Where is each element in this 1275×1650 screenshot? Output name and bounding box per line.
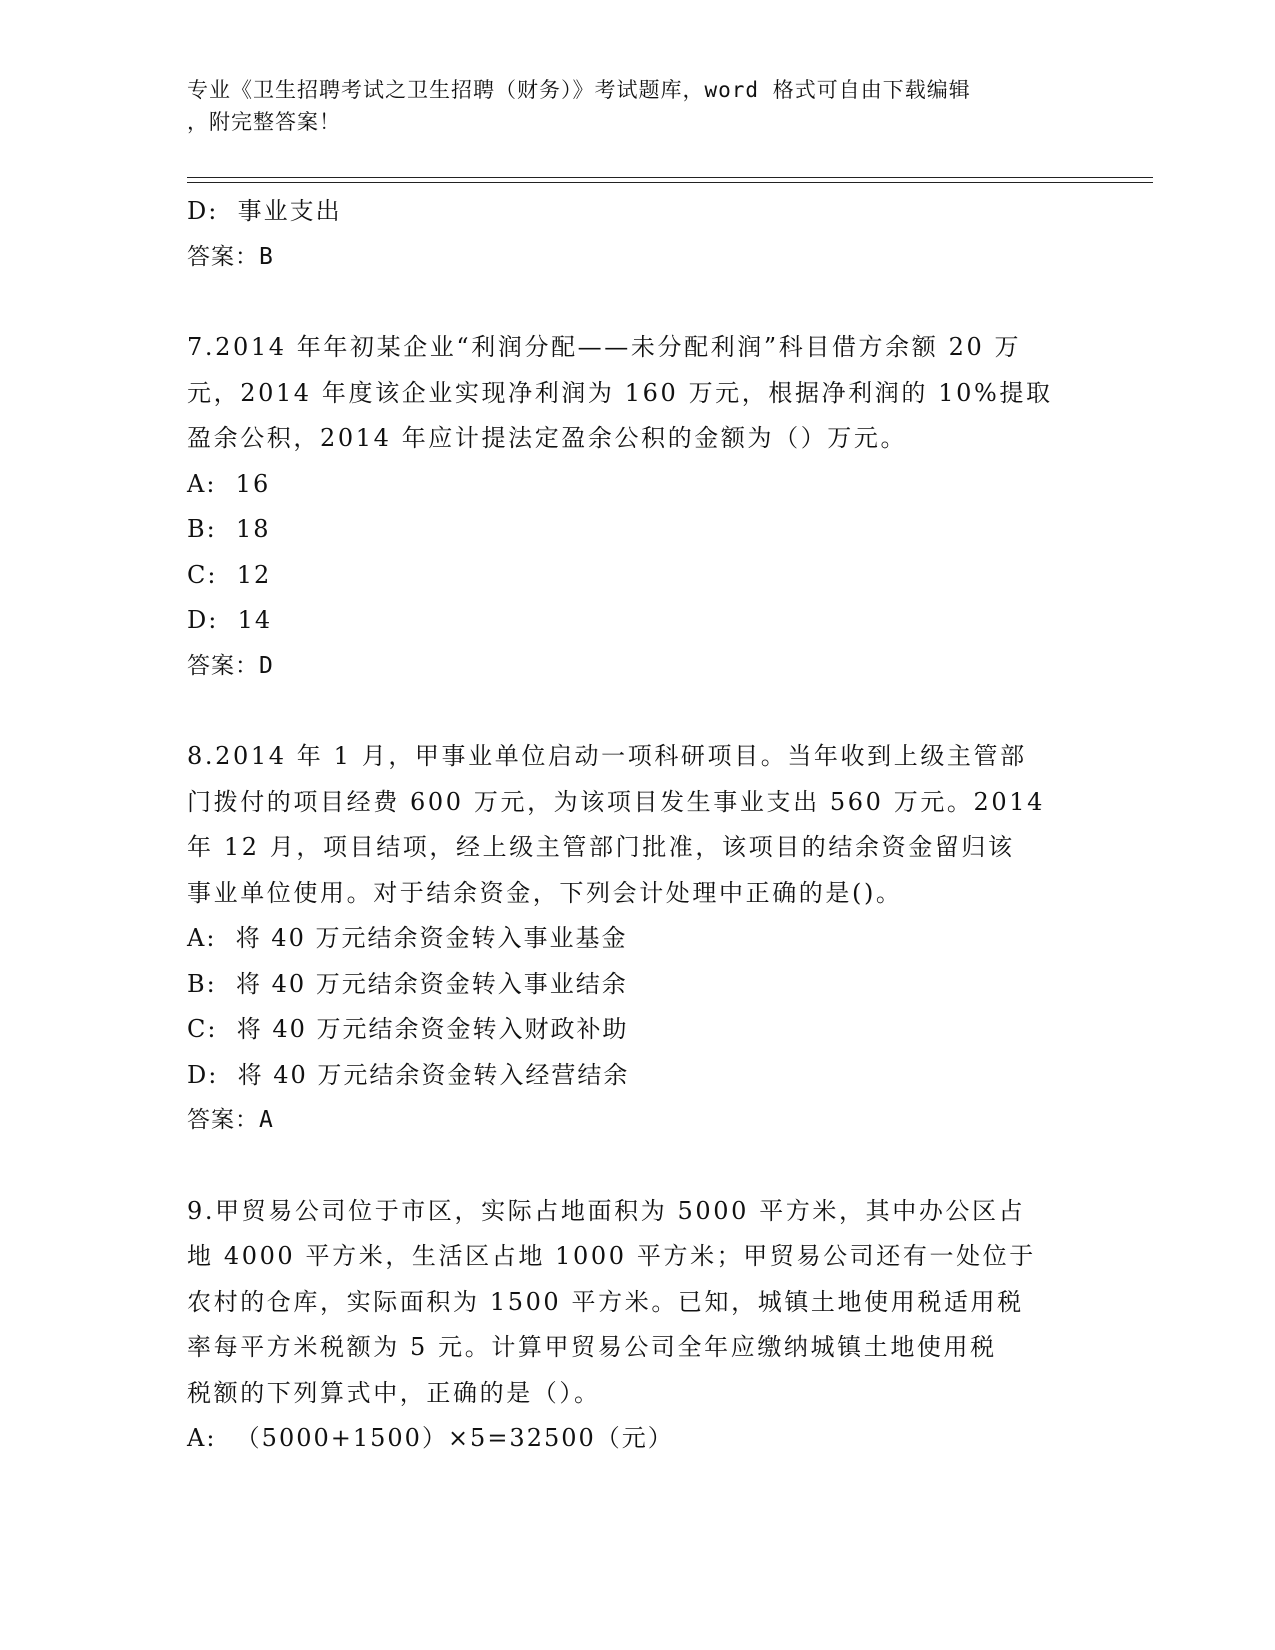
- question-9-stem-line-1: 9.甲贸易公司位于市区，实际占地面积为 5000 平方米，其中办公区占: [187, 1196, 1026, 1225]
- question-8-stem-line-1: 8.2014 年 1 月，甲事业单位启动一项科研项目。当年收到上级主管部: [187, 742, 1027, 770]
- question-7-stem-line-2: 元，2014 年度该企业实现净利润为 160 万元，根据净利润的 10%提取: [187, 378, 1053, 407]
- question-7-option-d: D: 14: [187, 606, 273, 634]
- question-6-option-d: D: 事业支出: [187, 197, 342, 225]
- spacer: [187, 280, 1087, 325]
- question-9-stem-line-5: 税额的下列算式中，正确的是（）。: [187, 1378, 601, 1407]
- question-9-stem-line-2: 地 4000 平方米，生活区占地 1000 平方米；甲贸易公司还有一处位于: [187, 1242, 1036, 1270]
- question-7: [187, 325, 1087, 689]
- question-8-option-c: C: 将 40 万元结余资金转入财政补助: [187, 1015, 629, 1043]
- page-header: [187, 74, 1087, 138]
- spacer: [187, 1144, 1087, 1189]
- question-7-stem-line-1: 7.2014 年年初某企业“利润分配——未分配利润”科目借方余额 20 万: [187, 333, 1022, 361]
- question-9-stem-line-4: 率每平方米税额为 5 元。计算甲贸易公司全年应缴纳城镇土地使用税: [187, 1333, 997, 1361]
- header-title-line-1: 专业《卫生招聘考试之卫生招聘（财务）》考试题库，word 格式可自由下载编辑: [187, 78, 971, 102]
- question-6-tail: [187, 189, 1087, 280]
- spacer: [187, 689, 1087, 734]
- question-8: [187, 734, 1087, 1144]
- header-rule-top: [187, 177, 1153, 178]
- question-7-option-b: B: 18: [187, 515, 271, 543]
- question-8-stem-line-4: 事业单位使用。对于结余资金，下列会计处理中正确的是()。: [187, 878, 903, 907]
- question-9-option-a: A: （5000+1500）×5=32500（元）: [187, 1424, 674, 1452]
- question-7-answer: 答案：D: [187, 652, 274, 679]
- question-7-stem-line-3: 盈余公积，2014 年应计提法定盈余公积的金额为（）万元。: [187, 424, 908, 452]
- question-7-option-a: A: 16: [187, 469, 271, 498]
- document-body: [187, 189, 1087, 1462]
- question-8-answer: 答案：A: [187, 1107, 274, 1133]
- question-6-answer: 答案：B: [187, 243, 274, 270]
- question-8-stem-line-3: 年 12 月，项目结项，经上级主管部门批准，该项目的结余资金留归该: [187, 833, 1015, 861]
- question-8-option-a: A: 将 40 万元结余资金转入事业基金: [187, 924, 628, 952]
- question-9: [187, 1189, 1087, 1462]
- question-8-option-b: B: 将 40 万元结余资金转入事业结余: [187, 969, 628, 998]
- question-9-stem-line-3: 农村的仓库，实际面积为 1500 平方米。已知，城镇土地使用税适用税: [187, 1287, 1024, 1316]
- header-rule-bottom: [187, 182, 1153, 183]
- question-8-option-d: D: 将 40 万元结余资金转入经营结余: [187, 1060, 630, 1089]
- header-title-line-2: ，附完整答案！: [187, 110, 341, 134]
- question-7-option-c: C: 12: [187, 560, 272, 589]
- question-8-stem-line-2: 门拨付的项目经费 600 万元，为该项目发生事业支出 560 万元。2014: [187, 787, 1046, 816]
